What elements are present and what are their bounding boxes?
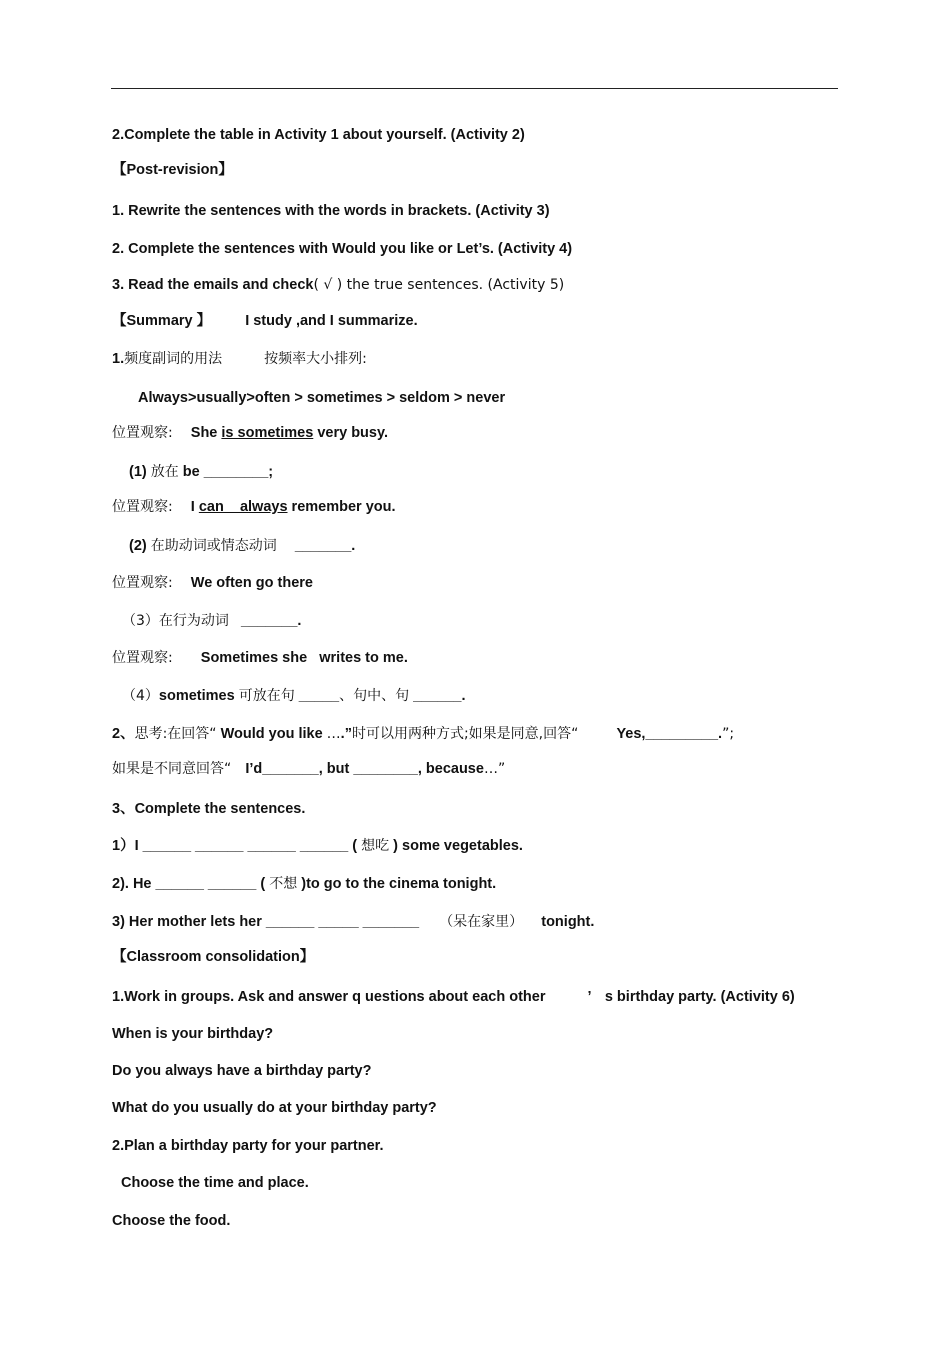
example-remember-you: remember you. bbox=[291, 499, 396, 515]
heading-post-revision: 【Post-revision】 bbox=[112, 162, 233, 178]
summary-subtitle: I study ,and I summarize. bbox=[245, 313, 418, 329]
point-1-order-note: 按频率大小排列: bbox=[264, 351, 367, 367]
point-2-id-blank: I’d_______, but ________, because bbox=[245, 761, 484, 777]
observe-line-3 bbox=[112, 574, 313, 592]
summary-bracket: 【Summary 】 bbox=[112, 313, 212, 329]
rule-4-blank-a: _____ bbox=[298, 688, 340, 704]
rule-2-number: (2) bbox=[129, 538, 147, 554]
exercise-3-rest: tonight. bbox=[541, 914, 595, 930]
observe-label: 位置观察: bbox=[112, 425, 173, 441]
example-is-sometimes: is sometimes bbox=[221, 425, 314, 441]
rule-2-blank: _______. bbox=[294, 538, 356, 554]
heading-complete-sentences: 3、Complete the sentences. bbox=[112, 801, 306, 817]
question-birthday: When is your birthday? bbox=[112, 1026, 274, 1042]
exercise-1-rest: ) some vegetables. bbox=[393, 838, 523, 854]
summary-point-2-cont bbox=[112, 760, 505, 778]
example-very-busy: very busy. bbox=[317, 425, 388, 441]
example-can-always: can always bbox=[198, 499, 288, 515]
point-2-number: 2、 bbox=[112, 726, 135, 742]
exercise-3 bbox=[112, 913, 594, 931]
task-work-in-groups-apostrophe: ’ bbox=[587, 989, 591, 1005]
point-2-would-you-like: Would you like bbox=[220, 726, 323, 742]
summary-point-1 bbox=[112, 350, 367, 368]
example-she: She bbox=[190, 425, 218, 441]
example-i: I bbox=[190, 499, 195, 515]
observe-line-2 bbox=[112, 498, 396, 516]
exercise-1 bbox=[112, 837, 523, 855]
rule-4-sometimes: sometimes bbox=[158, 688, 235, 704]
point-2-quote-close: .” bbox=[340, 726, 352, 742]
rule-2-text: 在助动词或情态动词 bbox=[150, 538, 277, 554]
exercise-3-blanks: 3) Her mother lets her ______ _____ _______ bbox=[112, 914, 420, 930]
rule-1 bbox=[129, 463, 273, 481]
point-2-end: ”; bbox=[722, 726, 735, 742]
rule-4-text-b: 、句中、句 bbox=[339, 688, 410, 704]
rule-4-number: （4） bbox=[122, 688, 159, 704]
task-would-you-like: 2. Complete the sentences with Would you like or Let’s. (Activity 4) bbox=[112, 241, 573, 257]
point-2-ellipsis: … bbox=[326, 726, 341, 742]
example-sometimes-she: Sometimes she writes to me. bbox=[200, 650, 408, 666]
rule-3 bbox=[122, 612, 301, 630]
exercise-2-hint: 不想 bbox=[269, 876, 298, 892]
rule-1-blank: be ________; bbox=[182, 464, 274, 480]
rule-3-text: （3）在行为动词 bbox=[122, 613, 229, 629]
point-2-two-ways: 时可以用两种方式;如果是同意,回答“ bbox=[351, 726, 579, 742]
frequency-order: Always>usually>often > sometimes > seldom > never bbox=[138, 390, 506, 406]
summary-point-2 bbox=[112, 725, 734, 743]
observe-label: 位置观察: bbox=[112, 575, 173, 591]
question-party: Do you always have a birthday party? bbox=[112, 1063, 372, 1079]
rule-4-blank-b: ______. bbox=[413, 688, 466, 704]
example-we-often: We often go there bbox=[190, 575, 313, 591]
exercise-2 bbox=[112, 875, 496, 893]
heading-classroom-consolidation: 【Classroom consolidation】 bbox=[112, 949, 315, 965]
step-time-place: Choose the time and place. bbox=[121, 1175, 309, 1191]
point-1-title: 频度副词的用法 bbox=[124, 351, 223, 367]
task-rewrite-sentences: 1. Rewrite the sentences with the words in brackets. (Activity 3) bbox=[112, 203, 550, 219]
exercise-2-rest: )to go to the cinema tonight. bbox=[301, 876, 497, 892]
point-2-think: 思考:在回答“ bbox=[134, 726, 217, 742]
task-work-in-groups-a: 1.Work in groups. Ask and answer q uestions about each other bbox=[112, 989, 546, 1005]
task-complete-table: 2.Complete the table in Activity 1 about yourself. (Activity 2) bbox=[112, 127, 525, 143]
point-2-trail: …” bbox=[483, 761, 506, 777]
heading-summary bbox=[112, 312, 418, 330]
task-read-emails-bold: 3. Read the emails and check bbox=[112, 277, 314, 293]
question-usually-do: What do you usually do at your birthday party? bbox=[112, 1100, 437, 1116]
observe-line-4 bbox=[112, 649, 408, 667]
rule-1-text: 放在 bbox=[150, 464, 179, 480]
task-work-in-groups bbox=[112, 988, 795, 1006]
observe-line-1 bbox=[112, 424, 388, 442]
exercise-2-blanks: 2). He ______ ______ ( bbox=[112, 876, 266, 892]
point-2-disagree: 如果是不同意回答“ bbox=[112, 761, 232, 777]
point-1-number: 1. bbox=[112, 351, 125, 367]
rule-4 bbox=[122, 687, 466, 705]
observe-label: 位置观察: bbox=[112, 499, 173, 515]
observe-label: 位置观察: bbox=[112, 650, 173, 666]
exercise-3-hint: （呆在家里） bbox=[439, 914, 524, 930]
exercise-1-blanks: 1）I ______ ______ ______ ______ ( bbox=[112, 838, 358, 854]
task-plan-party: 2.Plan a birthday party for your partner. bbox=[112, 1138, 384, 1154]
task-work-in-groups-b: s birthday party. (Activity 6) bbox=[604, 989, 795, 1005]
rule-3-blank: _______. bbox=[240, 613, 302, 629]
rule-4-text-a: 可放在句 bbox=[238, 688, 295, 704]
task-read-emails-rest: ( √ ) the true sentences. (Activity 5) bbox=[313, 277, 565, 293]
exercise-1-hint: 想吃 bbox=[361, 838, 390, 854]
point-2-yes-blank: Yes,_________. bbox=[616, 726, 723, 742]
rule-2 bbox=[129, 537, 355, 555]
task-read-emails bbox=[112, 276, 564, 294]
rule-1-number: (1) bbox=[129, 464, 147, 480]
step-food: Choose the food. bbox=[112, 1213, 231, 1229]
header-rule bbox=[111, 88, 838, 89]
